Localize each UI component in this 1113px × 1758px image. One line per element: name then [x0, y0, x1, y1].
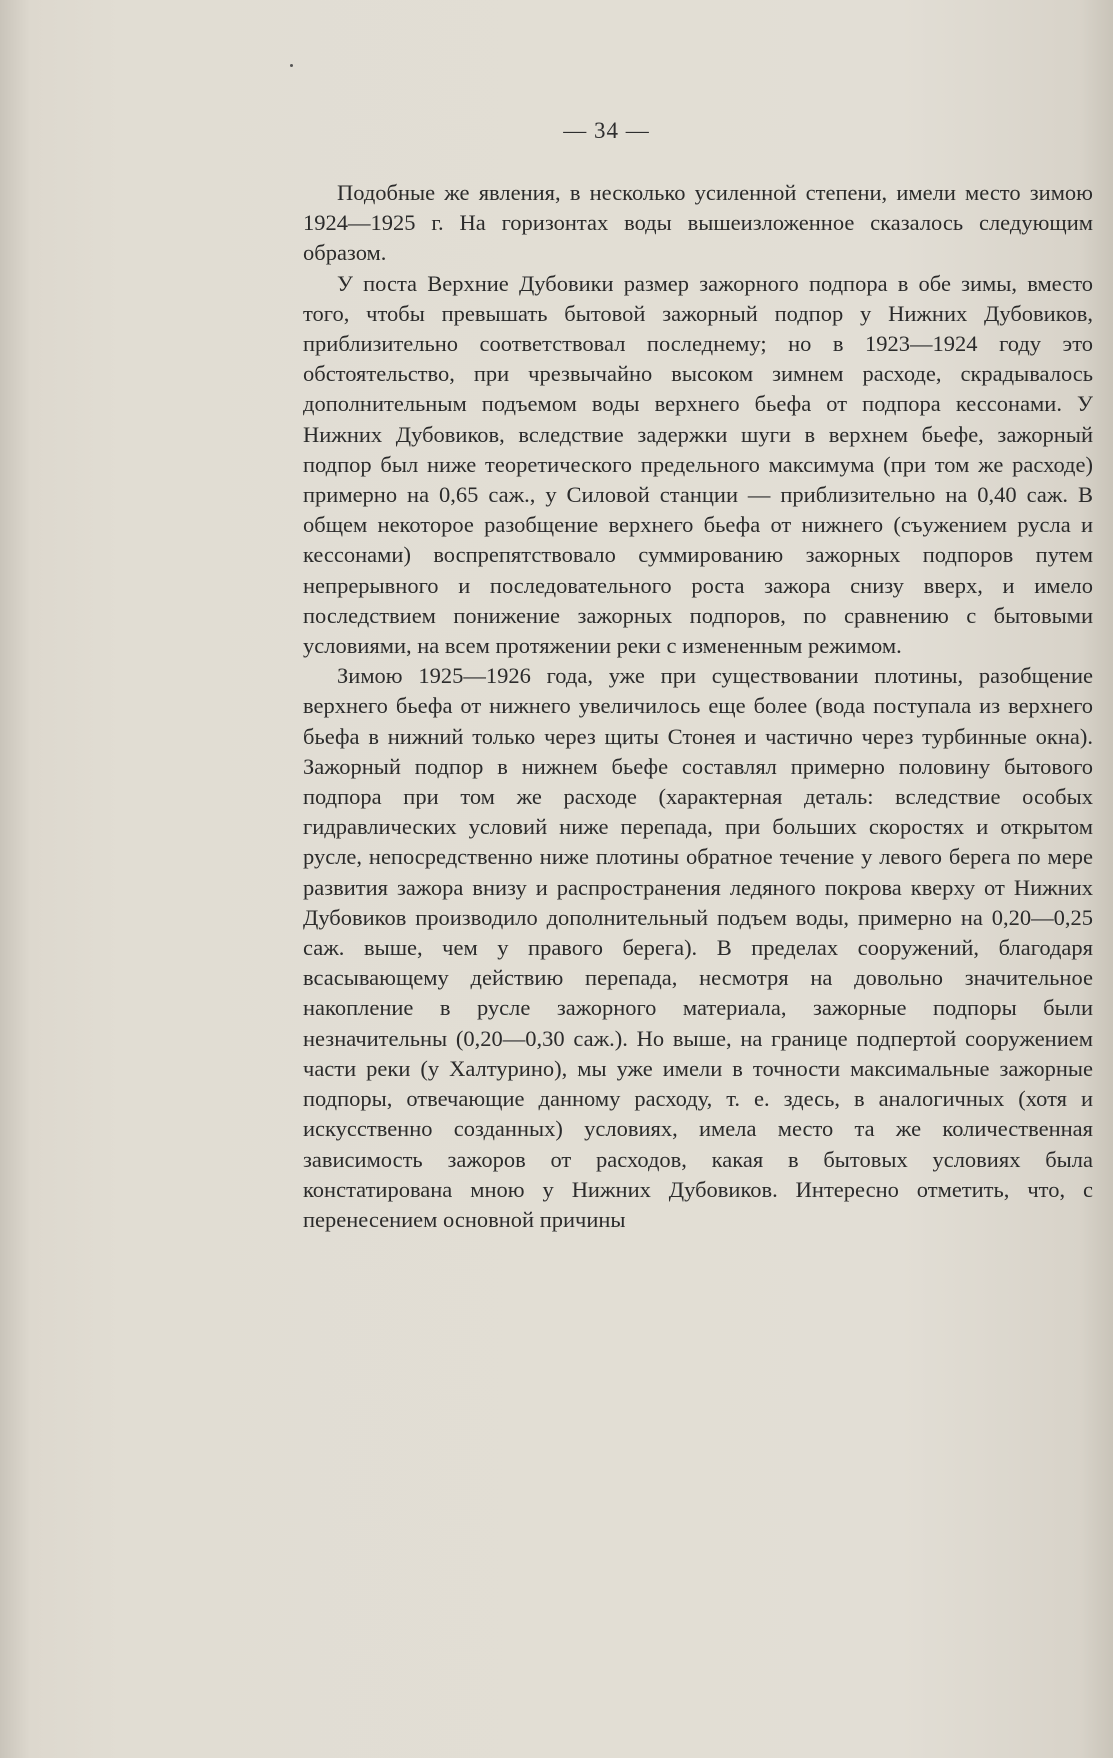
page-number: — 34 — [563, 118, 650, 143]
paragraph-1: Подобные же явления, в несколько усиленной степени, имели место зимою 1924—1925 г. На горизонтах воды вышеизложенное сказалось следующим образом. [303, 180, 1093, 266]
ink-speck [290, 64, 293, 67]
body-text [303, 178, 1093, 1235]
paragraph-2: У поста Верхние Дубовики размер зажорного подпора в обе зимы, вместо того, чтобы превышать бытовой зажорный подпор у Нижних Дубовиков, приблизительно соответствовал последнему; но в 1923—1924 году это обстоятельство, при чрезвычайно высоком зимнем расходе, скрадывалось дополнительным подъемом воды верхнего бьефа от подпора кессонами. У Нижних Дубовиков, вследствие задержки шуги в верхнем бьефе, зажорный подпор был ниже теоретического предельного максимума (при том же расходе) примерно на 0,65 саж., у Силовой станции — приблизительно на 0,40 саж. В общем некоторое разобщение верхнего бьефа от нижнего (съужением русла и кессонами) воспрепятствовало суммированию зажорных подпоров путем непрерывного и последовательного роста зажора снизу вверх, и имело последствием понижение зажорных подпоров, по сравнению с бытовыми условиями, на всем протяжении реки с измененным режимом. [303, 270, 1093, 659]
paragraph-3: Зимою 1925—1926 года, уже при существовании плотины, разобщение верхнего бьефа от нижнего увеличилось еще более (вода поступала из верхнего бьефа в нижний только через щиты Стонея и частично через турбинные окна). Зажорный подпор в нижнем бьефе составлял примерно половину бытового подпора при том же расходе (характерная деталь: вследствие особых гидравлических условий ниже перепада, при больших скоростях и открытом русле, непосредственно ниже плотины обратное течение у левого берега по мере развития зажора внизу и распространения ледяного покрова кверху от Нижних Дубовиков производило дополнительный подъем воды, примерно на 0,20—0,25 саж. выше, чем у правого берега). В пределах сооружений, благодаря всасывающему действию перепада, несмотря на довольно значительное накопление в русле зажорного материала, зажорные подпоры были незначительны (0,20—0,30 саж.). Но выше, на границе подпертой сооружением части реки (у Халтурино), мы уже имели в точности максимальные зажорные подпоры, отвечающие данному расходу, т. е. здесь, в аналогичных (хотя и искусственно созданных) условиях, имела место та же количественная зависимость зажоров от расходов, какая в бытовых условиях была констатирована мною у Нижних Дубовиков. Интересно отметить, что, с перенесением основной причины [303, 663, 1093, 1232]
